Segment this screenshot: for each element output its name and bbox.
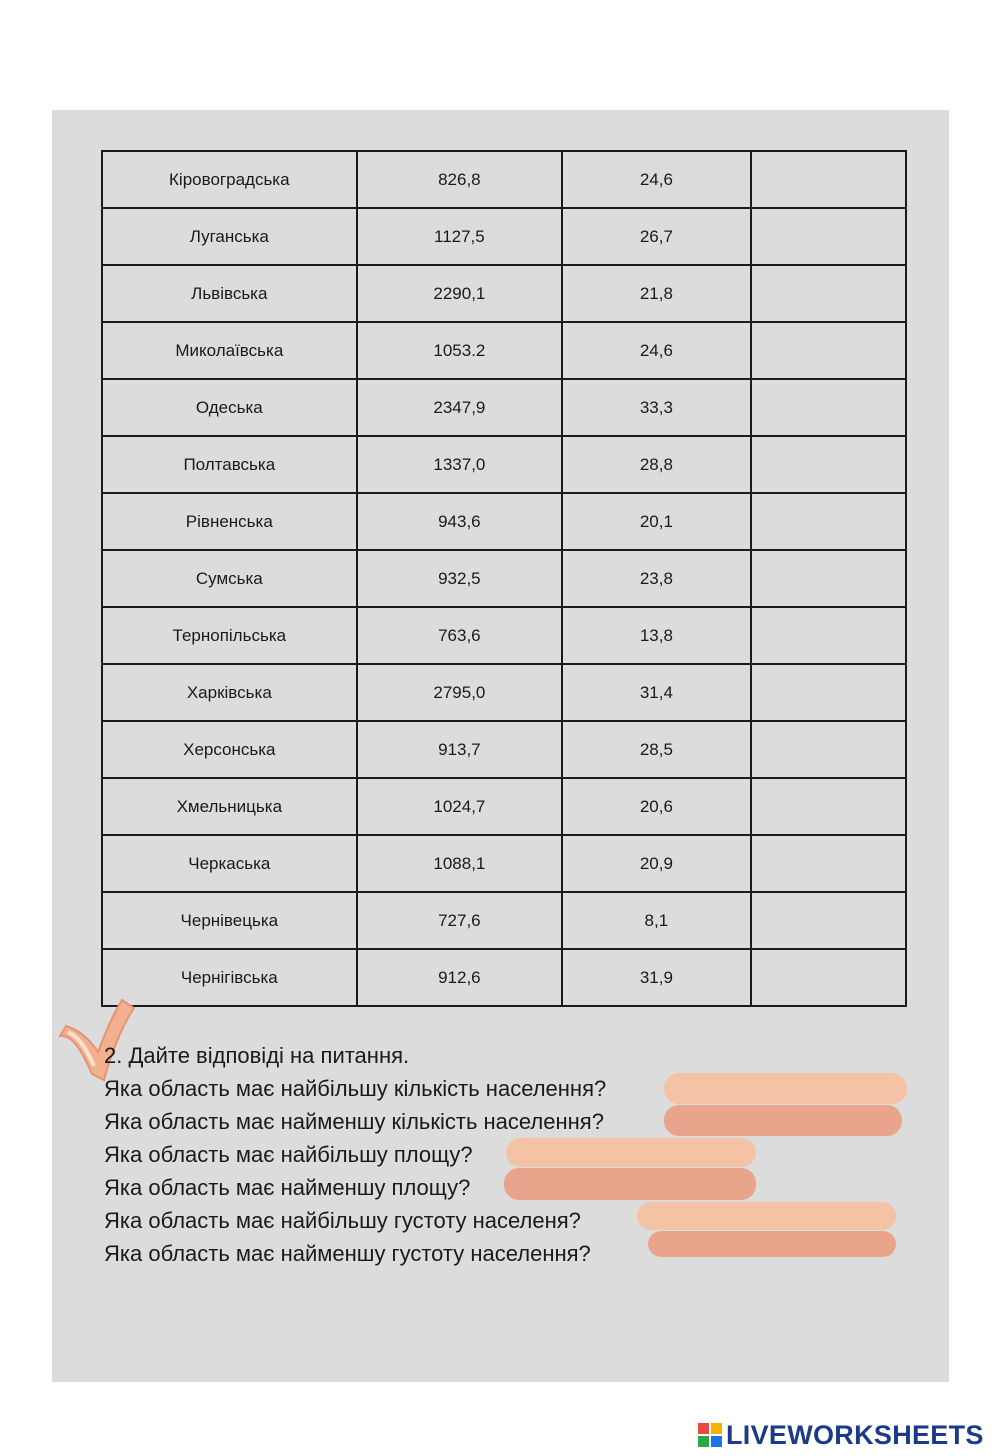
- table-row: [102, 949, 906, 1006]
- density-cell: [751, 835, 906, 892]
- population-cell: 1024,7: [357, 778, 563, 835]
- table-row: [102, 379, 906, 436]
- region-cell: Херсонська: [102, 721, 357, 778]
- area-cell: 23,8: [562, 550, 750, 607]
- density-cell: [751, 778, 906, 835]
- population-cell: 1127,5: [357, 208, 563, 265]
- area-cell: 21,8: [562, 265, 750, 322]
- density-cell: [751, 721, 906, 778]
- table-row: [102, 664, 906, 721]
- logo-text: LIVEWORKSHEETS: [726, 1419, 984, 1450]
- area-cell: 28,8: [562, 436, 750, 493]
- region-cell: Тернопільська: [102, 607, 357, 664]
- density-cell: [751, 436, 906, 493]
- density-cell: [751, 265, 906, 322]
- area-cell: 20,6: [562, 778, 750, 835]
- area-cell: 31,4: [562, 664, 750, 721]
- region-cell: Рівненська: [102, 493, 357, 550]
- question-6: Яка область має найменшу густоту населення?: [104, 1241, 591, 1266]
- answer-field-1[interactable]: [664, 1073, 907, 1104]
- question-5: Яка область має найбільшу густоту населеня?: [104, 1208, 581, 1233]
- region-cell: Луганська: [102, 208, 357, 265]
- table-row: [102, 322, 906, 379]
- density-cell: [751, 607, 906, 664]
- region-cell: Кіровоградська: [102, 151, 357, 208]
- population-cell: 727,6: [357, 892, 563, 949]
- table-row: [102, 265, 906, 322]
- region-cell: Черкаська: [102, 835, 357, 892]
- population-cell: 2795,0: [357, 664, 563, 721]
- region-cell: Сумська: [102, 550, 357, 607]
- answer-field-6[interactable]: [648, 1231, 896, 1257]
- population-cell: 2290,1: [357, 265, 563, 322]
- density-cell: [751, 208, 906, 265]
- density-cell: [751, 949, 906, 1006]
- table-row: [102, 835, 906, 892]
- question-3: Яка область має найбільшу площу?: [104, 1142, 473, 1167]
- question-1: Яка область має найбільшу кількість населення?: [104, 1076, 607, 1101]
- density-cell: [751, 664, 906, 721]
- area-cell: 20,1: [562, 493, 750, 550]
- table-row: [102, 778, 906, 835]
- area-cell: 24,6: [562, 151, 750, 208]
- table-row: [102, 493, 906, 550]
- region-cell: Чернігівська: [102, 949, 357, 1006]
- area-cell: 24,6: [562, 322, 750, 379]
- population-cell: 1088,1: [357, 835, 563, 892]
- area-cell: 20,9: [562, 835, 750, 892]
- table-row: [102, 208, 906, 265]
- table-row: [102, 550, 906, 607]
- area-cell: 13,8: [562, 607, 750, 664]
- population-cell: 912,6: [357, 949, 563, 1006]
- area-cell: 8,1: [562, 892, 750, 949]
- area-cell: 33,3: [562, 379, 750, 436]
- population-cell: 2347,9: [357, 379, 563, 436]
- table-row: [102, 436, 906, 493]
- density-cell: [751, 493, 906, 550]
- region-cell: Чернівецька: [102, 892, 357, 949]
- population-cell: 826,8: [357, 151, 563, 208]
- table-row: [102, 151, 906, 208]
- table-row: [102, 892, 906, 949]
- region-cell: Миколаївська: [102, 322, 357, 379]
- table-row: [102, 721, 906, 778]
- answer-field-4[interactable]: [504, 1168, 756, 1200]
- question-2: Яка область має найменшу кількість населення?: [104, 1109, 604, 1134]
- density-cell: [751, 550, 906, 607]
- answer-field-3[interactable]: [506, 1138, 756, 1167]
- region-cell: Харківська: [102, 664, 357, 721]
- population-cell: 913,7: [357, 721, 563, 778]
- density-cell: [751, 892, 906, 949]
- region-cell: Полтавська: [102, 436, 357, 493]
- area-cell: 31,9: [562, 949, 750, 1006]
- area-cell: 26,7: [562, 208, 750, 265]
- question-4: Яка область має найменшу площу?: [104, 1175, 471, 1200]
- liveworksheets-logo[interactable]: [698, 1420, 984, 1450]
- region-cell: Одеська: [102, 379, 357, 436]
- area-cell: 28,5: [562, 721, 750, 778]
- population-cell: 932,5: [357, 550, 563, 607]
- population-cell: 1337,0: [357, 436, 563, 493]
- population-cell: 1053.2: [357, 322, 563, 379]
- task-heading: 2. Дайте відповіді на питання.: [104, 1043, 410, 1068]
- population-table: [101, 150, 907, 1007]
- population-cell: 943,6: [357, 493, 563, 550]
- table-row: [102, 607, 906, 664]
- logo-mark-icon: [698, 1423, 722, 1447]
- density-cell: [751, 379, 906, 436]
- region-cell: Львівська: [102, 265, 357, 322]
- answer-field-2[interactable]: [664, 1105, 902, 1136]
- density-cell: [751, 151, 906, 208]
- region-cell: Хмельницька: [102, 778, 357, 835]
- population-cell: 763,6: [357, 607, 563, 664]
- density-cell: [751, 322, 906, 379]
- answer-field-5[interactable]: [637, 1202, 896, 1230]
